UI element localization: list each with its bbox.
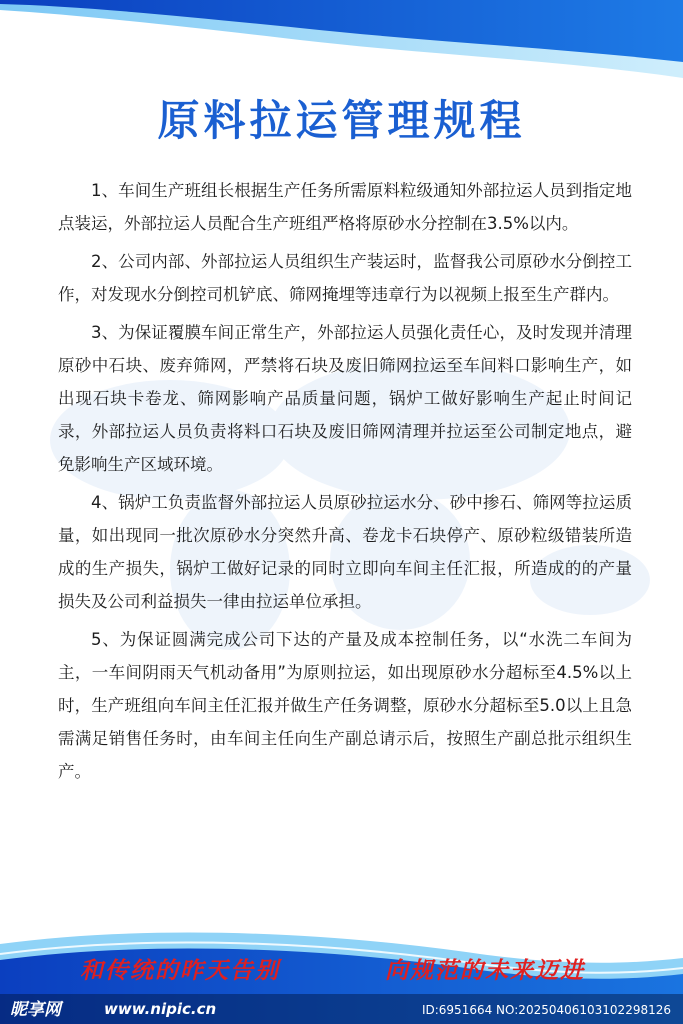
page-title: 原料拉运管理规程	[157, 96, 526, 145]
watermark-logo: 昵享网	[10, 1000, 61, 1020]
paragraph-4: 4、锅炉工负责监督外部拉运人员原砂拉运水分、砂中掺石、筛网等拉运质量，如出现同一批次原砂水分突然升高、卷龙卡石块停产、原砂粒级错装所造成的生产损失，锅炉工做好记录的同时立即向车间主任汇报，所造成的的产量损失及公司利益损失一律由拉运单位承担。	[58, 493, 632, 611]
top-wave-decoration	[0, 0, 683, 95]
paragraph-1: 1、车间生产班组长根据生产任务所需原料粒级通知外部拉运人员到指定地点装运，外部拉运人员配合生产班组严格将原砂水分控制在3.5%以内。	[58, 181, 632, 233]
watermark-id: ID:6951664 NO:20250406103102298126	[421, 1003, 671, 1017]
slogan-right: 向规范的未来迈进	[385, 957, 585, 984]
regulation-body	[58, 174, 632, 793]
slogan-left: 和传统的昨天告别	[80, 957, 280, 984]
watermark-url: www.nipic.cn	[104, 1000, 217, 1018]
paragraph-3: 3、为保证覆膜车间正常生产，外部拉运人员强化责任心，及时发现并清理原砂中石块、废弃筛网，严禁将石块及废旧筛网拉运至车间料口影响生产，如出现石块卡卷龙、筛网影响产品质量问题，锅炉工做好影响生产起止时间记录，外部拉运人员负责将料口石块及废旧筛网清理并拉运至公司制定地点，避免影响生产区域环境。	[58, 323, 632, 474]
paragraph-2: 2、公司内部、外部拉运人员组织生产装运时，监督我公司原砂水分倒控工作，对发现水分倒控司机铲底、筛网掩埋等违章行为以视频上报至生产群内。	[58, 252, 632, 304]
paragraph-5: 5、为保证圆满完成公司下达的产量及成本控制任务，以“水洗二车间为主，一车间阴雨天气机动备用”为原则拉运，如出现原砂水分超标至4.5%以上时，生产班组向车间主任汇报并做生产任务调整，原砂水分超标至5.0以上且急需满足销售任务时，由车间主任向生产副总请示后，按照生产副总批示组织生产。	[58, 630, 632, 781]
